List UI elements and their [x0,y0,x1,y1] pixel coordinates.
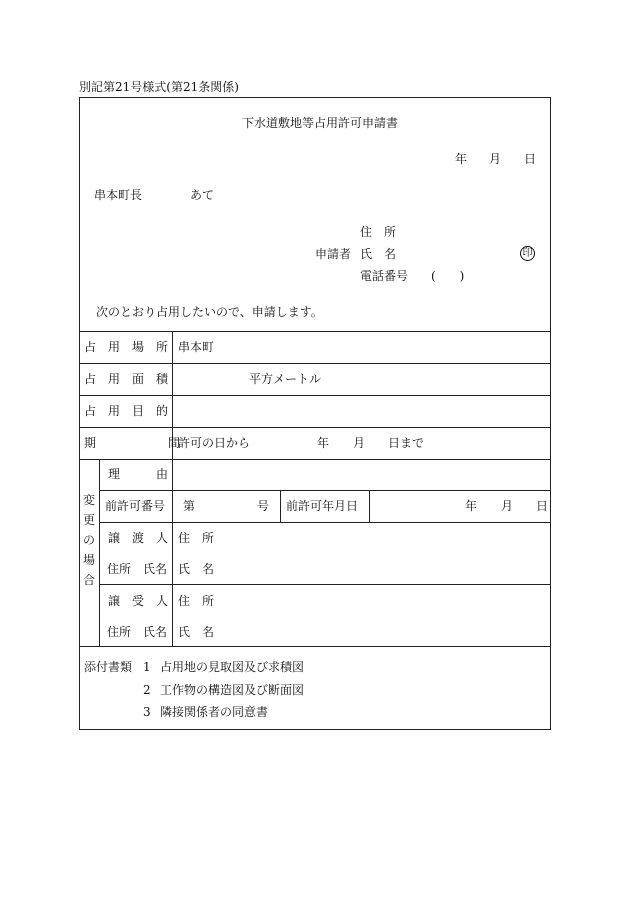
divider [79,459,551,460]
permit-no-suffix: 号 [257,499,270,513]
prev-date-day: 日 [536,499,549,513]
column-divider [280,490,281,522]
divider [79,646,551,647]
divider [99,490,551,491]
attachment-text: 隣接関係者の同意書 [160,705,269,719]
period-month: 月 [353,436,366,450]
applicant-label: 申請者 [315,247,352,261]
divider [99,522,551,523]
attachment-num: 1 [143,660,151,674]
reason-label: 理 由 [108,467,169,481]
statement-text: 次のとおり占用したいので、申請します。 [96,305,323,319]
transferor-label: 譲 渡 人 [108,531,169,545]
attachment-num: 2 [143,683,151,697]
applicant-address-label: 住 所 [360,225,397,239]
transferor-address-label: 住 所 [178,531,215,545]
transferor-name-label: 氏 名 [178,562,215,576]
applicant-phone-parens[interactable]: ( ) [431,269,465,283]
divider [79,427,551,428]
period-label: 期 間 [84,436,181,450]
divider [79,363,551,364]
transferee-label: 譲 受 人 [108,594,169,608]
area-unit: 平方メートル [249,372,322,386]
prev-date-month: 月 [501,499,514,513]
column-divider [369,490,370,522]
form-title: 下水道敷地等占用許可申請書 [242,116,399,130]
addressee-name: 串本町長 [94,188,143,202]
date-year[interactable]: 年 [455,152,468,166]
period-until: 日まで [388,436,425,450]
date-day[interactable]: 日 [524,152,537,166]
seal-icon: 印 [520,246,535,261]
column-divider [99,459,100,646]
location-value[interactable]: 串本町 [178,340,215,354]
purpose-label: 占 用 目 的 [84,404,169,418]
attachment-text: 占用地の見取図及び求積図 [160,660,305,674]
transferee-name-label: 氏 名 [178,625,215,639]
date-month[interactable]: 月 [489,152,502,166]
period-from: 許可の日から [178,436,251,450]
prev-permit-no-label: 前許可番号 [105,499,166,513]
period-year: 年 [317,436,330,450]
attachment-text: 工作物の構造図及び断面図 [160,683,305,697]
prev-date-year: 年 [465,499,478,513]
change-section-label: 変 更 の 場 合 [82,493,95,587]
location-label: 占 用 場 所 [84,340,169,354]
addressee-suffix: あて [190,188,215,202]
divider [79,395,551,396]
column-divider [172,331,173,646]
prev-permit-date-label: 前許可年月日 [286,499,359,513]
divider [79,331,551,332]
applicant-name-label: 氏 名 [360,247,397,261]
attachments-label: 添付書類 [84,660,133,674]
transferor-address-name-label: 住所 氏名 [107,562,168,576]
divider [99,584,551,585]
form-reference: 別記第21号様式(第21条関係) [79,80,239,94]
permit-no-prefix: 第 [183,499,196,513]
area-label: 占 用 面 積 [84,372,169,386]
transferee-address-label: 住 所 [178,594,215,608]
transferee-address-name-label: 住所 氏名 [107,625,168,639]
attachment-num: 3 [143,705,151,719]
applicant-phone-label: 電話番号 [360,269,409,283]
